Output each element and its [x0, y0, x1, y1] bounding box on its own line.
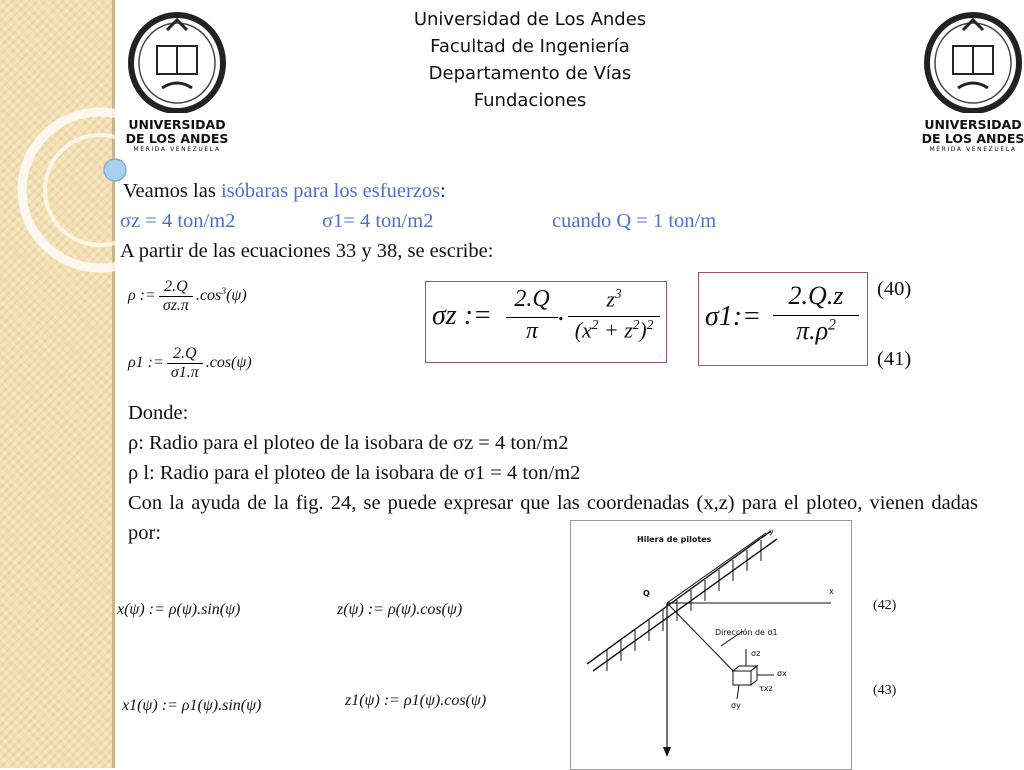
sigma-z-equation-box: σz := 2.Q π . $z^3$ $(x^2 + z^2)^2$ [425, 281, 667, 363]
seal-icon [918, 8, 1024, 113]
equation-number-41: (41) [877, 348, 912, 370]
intro-line: Veamos las isóbaras para los esfuerzos: [123, 180, 446, 202]
coordinates-paragraph: Con la ayuda de la fig. 24, se puede expresar que las coordenadas (x,z) para el ploteo, vienen dadas por: [128, 492, 978, 544]
equation-number-40: (40) [877, 278, 912, 300]
z-equation: z(ψ) := ρ(ψ).cos(ψ) [337, 601, 463, 618]
logo-caption-1: UNIVERSIDAD [924, 117, 1022, 132]
pile-row-figure [570, 520, 852, 770]
sigma-y-label: σy [731, 701, 741, 710]
logo-caption-2: DE LOS ANDES [921, 131, 1024, 146]
equation-number-42: (42) [873, 598, 897, 613]
load-condition: cuando Q = 1 ton/m [552, 210, 717, 232]
donde-label: Donde: [128, 402, 189, 424]
isobar-highlight: isóbaras para los esfuerzos [220, 180, 441, 202]
logo-subcaption: MERIDA VENEZUELA [929, 146, 1017, 153]
university-logo-left [122, 8, 232, 153]
logo-subcaption: MERIDA VENEZUELA [133, 146, 221, 153]
logo-caption-1: UNIVERSIDAD [128, 117, 226, 132]
sigma-z-label: σz [751, 649, 761, 658]
sigma-x-label: σx [777, 669, 787, 678]
axis-x-label: x [829, 587, 834, 596]
university-logo-right [918, 8, 1024, 153]
sz-condition: σz = 4 ton/m2 [120, 210, 236, 232]
rho1-definition: ρ l: Radio para el ploteo de la isobara de σ1 = 4 ton/m2 [128, 462, 581, 484]
s1-condition: σ1= 4 ton/m2 [322, 210, 434, 232]
header-course: Fundaciones [473, 90, 587, 111]
header [330, 6, 730, 114]
header-faculty: Facultad de Ingeniería [430, 36, 630, 57]
tau-xz-label: τxz [759, 684, 773, 693]
rho-definition: ρ: Radio para el ploteo de la isobara de σz = 4 ton/m2 [128, 432, 569, 454]
axis-y-label: y [769, 527, 774, 536]
pile-diagram [571, 521, 851, 769]
sigma-1-equation-box: σ1:= 2.Q.z $\pi.\rho^2$ [698, 272, 868, 366]
x1-equation: x1(ψ) := ρ1(ψ).sin(ψ) [122, 697, 262, 714]
figure-title: Hilera de pilotes [637, 535, 712, 544]
rho-equation: ρ := $\frac{2.Q}{\sigma z.\pi}$ $.\cos^3(\psi)$ [128, 278, 247, 314]
equation-number-43: (43) [873, 683, 897, 698]
rho1-equation: ρ1 := $\frac{2.Q}{\sigma 1.\pi}$ .cos(ψ) [128, 345, 252, 381]
x-equation: x(ψ) := ρ(ψ).sin(ψ) [117, 601, 241, 618]
z1-equation: z1(ψ) := ρ1(ψ).cos(ψ) [345, 692, 487, 709]
direction-label: Dirección de σ1 [715, 628, 778, 637]
header-department: Departamento de Vías [428, 63, 632, 84]
logo-caption-2: DE LOS ANDES [125, 131, 229, 146]
load-q-label: Q [643, 589, 650, 598]
header-university: Universidad de Los Andes [413, 9, 647, 30]
reference-line: A partir de las ecuaciones 33 y 38, se escribe: [120, 240, 494, 262]
seal-icon [122, 8, 232, 113]
circle-ornament [0, 100, 140, 300]
